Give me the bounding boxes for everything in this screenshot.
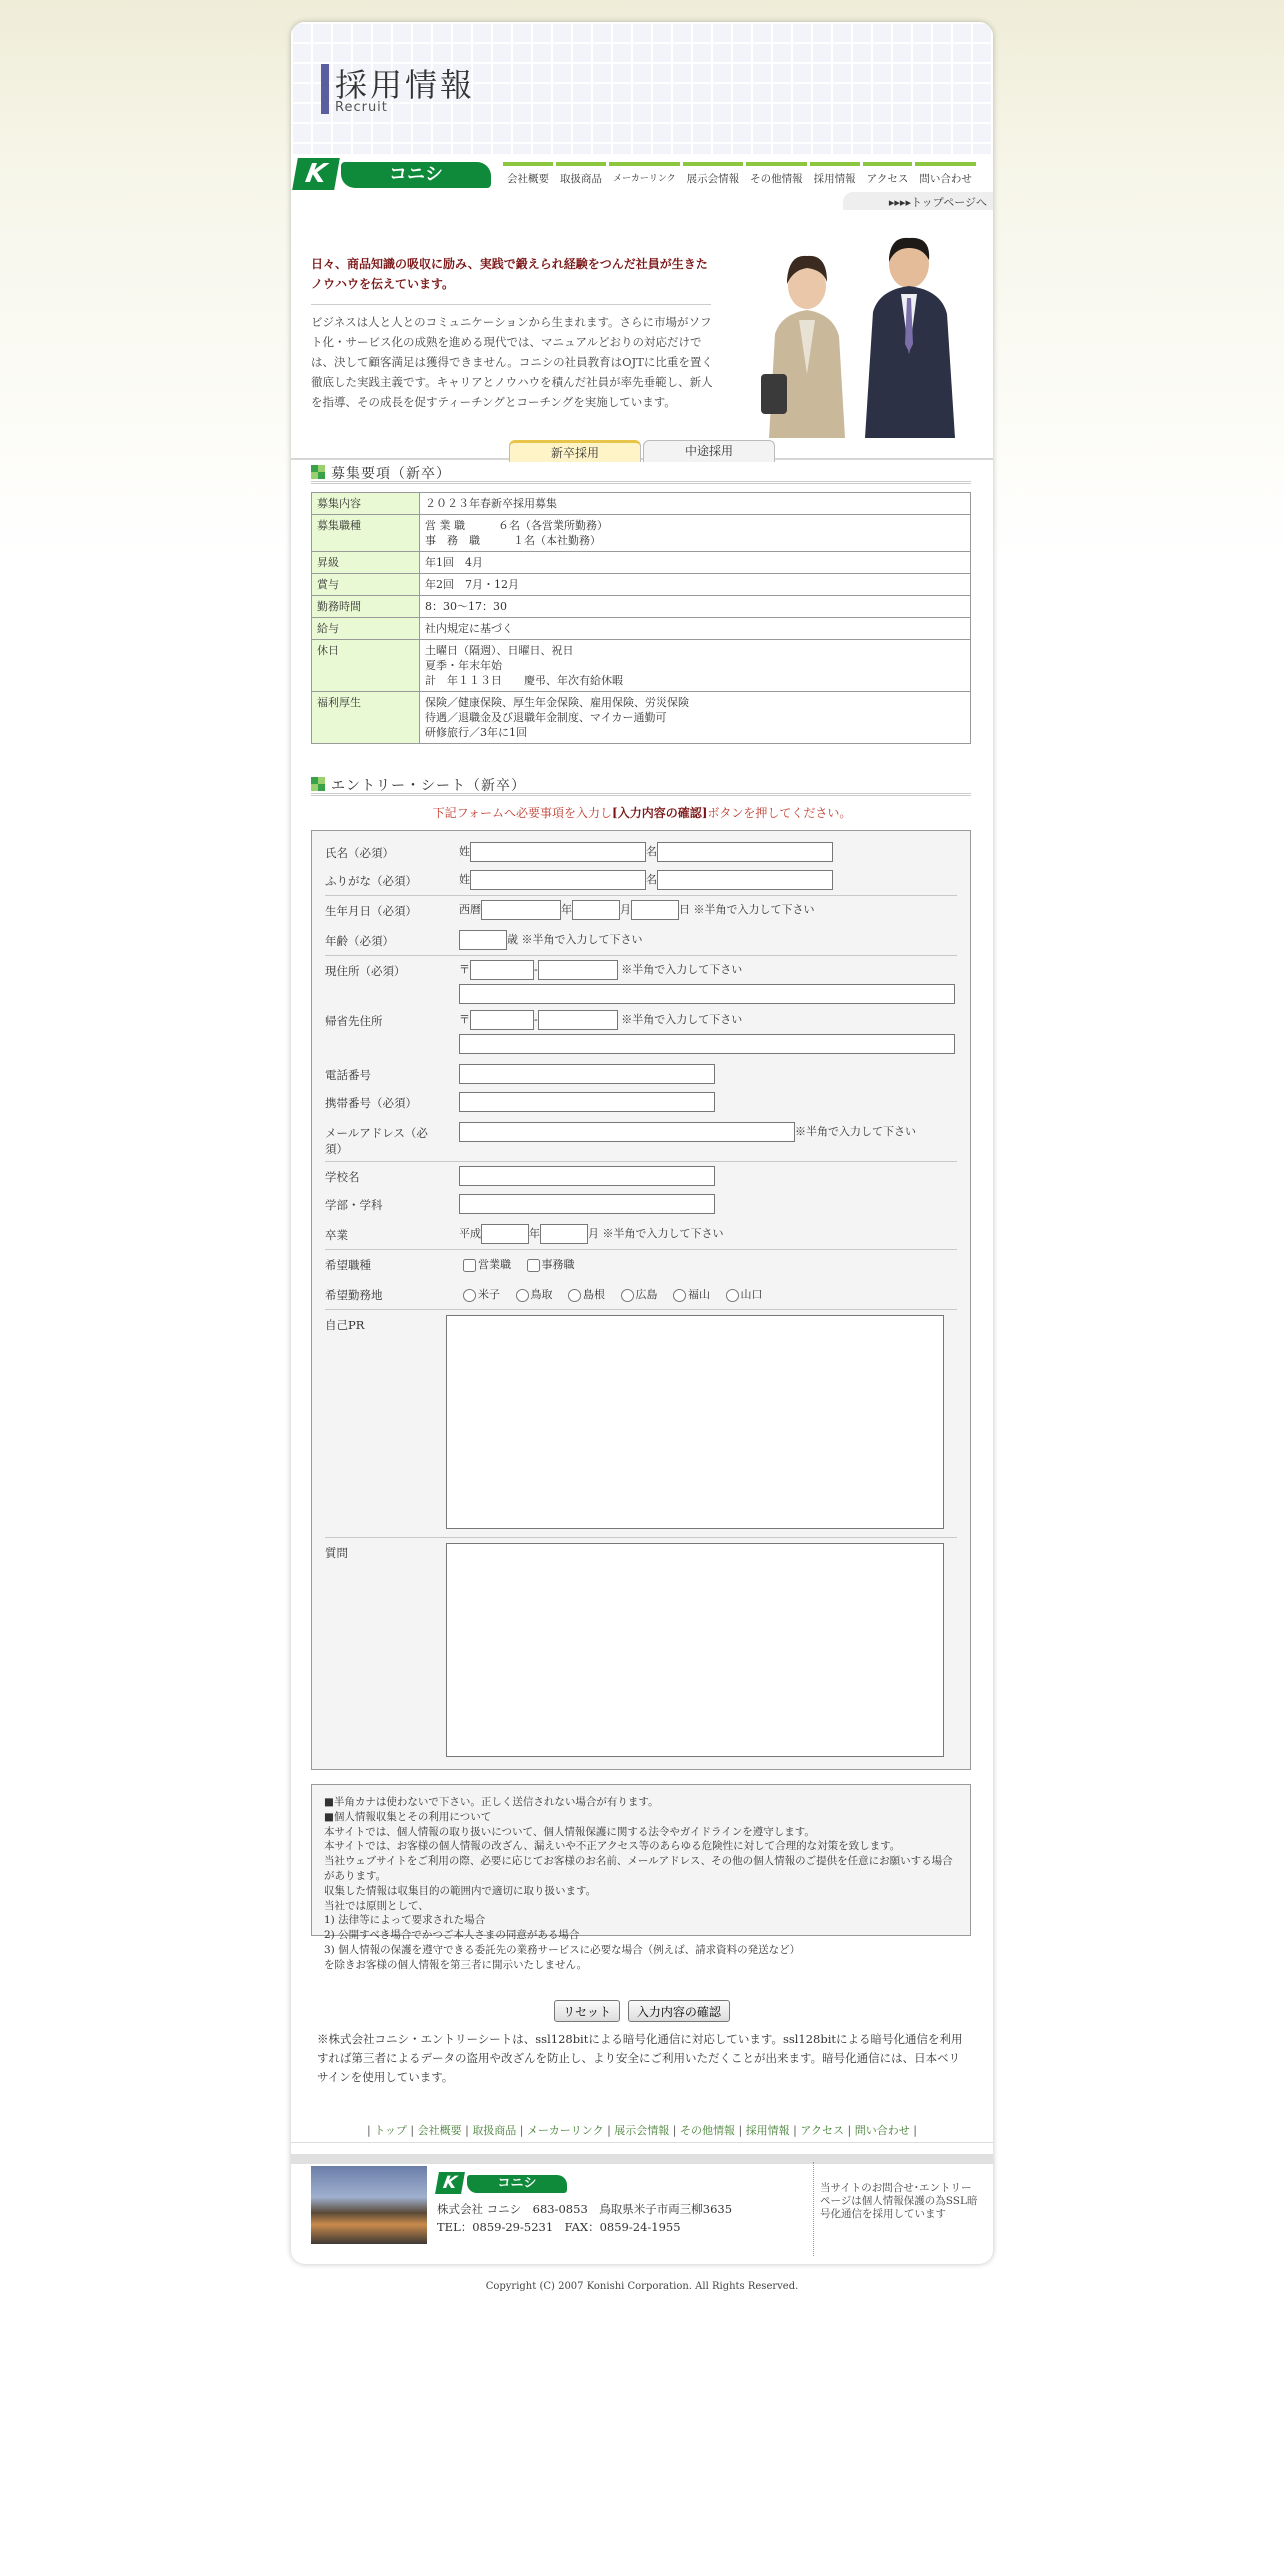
row-label: 福利厚生 [312, 692, 420, 744]
first-name-input[interactable] [657, 842, 833, 862]
field-label: 帰省先住所 [325, 1014, 383, 1028]
notice-emphasis: [入力内容の確認] [612, 806, 708, 820]
nav-maker-link[interactable]: メーカーリンク [609, 162, 680, 184]
hankaku-note: ※半角で入力して下さい [621, 963, 743, 976]
footer-link-products[interactable]: 取扱商品 [472, 2124, 517, 2137]
nav-exhibition[interactable]: 展示会情報 [683, 162, 744, 184]
row-value: 保険／健康保険、厚生年金保険、雇用保険、労災保険 待遇／退職金及び退職年金制度、マイカー通勤可 研修旅行／3年に1回 [420, 692, 971, 744]
first-name-kana-input[interactable] [657, 870, 833, 890]
location-option-label[interactable]: 広島 [635, 1288, 658, 1301]
company-address [437, 2200, 732, 2236]
location-option-label[interactable]: 鳥取 [530, 1288, 553, 1301]
field-label: 電話番号 [325, 1068, 371, 1082]
graduation-year-input[interactable] [481, 1224, 529, 1244]
nav-contact[interactable]: 問い合わせ [915, 162, 976, 184]
month-unit: 月 [620, 903, 631, 916]
form-divider [325, 1309, 957, 1310]
home-postal-2-input[interactable] [538, 1010, 618, 1030]
page-container [291, 22, 993, 2264]
hankaku-note: ※半角で入力して下さい [521, 933, 643, 946]
row-value: 営 業 職 ６名（各営業所勤務） 事 務 職 １名（本社勤務） [420, 515, 971, 552]
field-label: 質問 [325, 1546, 348, 1560]
location-radio[interactable] [673, 1289, 686, 1302]
question-textarea[interactable] [446, 1543, 944, 1757]
title-accent-bar [321, 64, 329, 114]
day-unit: 日 [679, 903, 690, 916]
tab-mid-career[interactable]: 中途採用 [643, 440, 775, 462]
nav-company[interactable]: 会社概要 [503, 162, 553, 184]
location-option-label[interactable]: 山口 [740, 1288, 763, 1301]
confirm-button[interactable]: 入力内容の確認 [628, 2000, 730, 2022]
field-label: 学部・学科 [325, 1198, 383, 1212]
birth-day-input[interactable] [631, 900, 679, 920]
mei-label: 名 [646, 873, 657, 886]
row-value: 土曜日（隔週）、日曜日、祝日 夏季・年末年始 計 年１１３日 慶弔、年次有給休暇 [420, 640, 971, 692]
row-label: 休日 [312, 640, 420, 692]
tel-fax-line: TEL：0859-29-5231 FAX：0859-24-1955 [437, 2220, 681, 2234]
section-square-icon [311, 777, 325, 791]
table-row [312, 574, 971, 596]
sei-label: 姓 [459, 873, 470, 886]
top-page-link[interactable]: ▸▸▸▸トップページへ [888, 196, 987, 209]
row-value: 社内規定に基づく [420, 618, 971, 640]
page-subtitle: Recruit [335, 100, 388, 115]
hankaku-note: ※半角で入力して下さい [795, 1125, 916, 1138]
row-label: 賞与 [312, 574, 420, 596]
phone-input[interactable] [459, 1064, 715, 1084]
recruit-tabs [291, 438, 993, 460]
postal-code-2-input[interactable] [538, 960, 618, 980]
logo-mark[interactable]: K [292, 158, 340, 190]
entry-heading [311, 774, 971, 796]
intro-section [291, 212, 993, 438]
footer-link-company[interactable]: 会社概要 [417, 2124, 462, 2137]
hankaku-note: ※半角で入力して下さい [693, 903, 815, 916]
section-square-icon [311, 465, 325, 479]
field-label: 卒業 [325, 1228, 348, 1242]
postal-dash: - [534, 963, 538, 976]
form-buttons [291, 2000, 993, 2022]
intro-divider [311, 304, 711, 305]
form-divider [325, 955, 957, 956]
row-value: 年2回 7月・12月 [420, 574, 971, 596]
row-label: 昇級 [312, 552, 420, 574]
location-option-label[interactable]: 島根 [583, 1288, 605, 1301]
location-radio[interactable] [463, 1289, 476, 1302]
footer-link-top[interactable]: トップ [374, 2124, 407, 2137]
footer-link-contact[interactable]: 問い合わせ [854, 2124, 910, 2137]
sei-label: 姓 [459, 845, 470, 858]
footer-logo-wordmark: コニシ [467, 2175, 567, 2193]
nav-row [291, 154, 993, 192]
entry-form [311, 830, 971, 1770]
location-radio[interactable] [621, 1289, 634, 1302]
birth-year-input[interactable] [481, 900, 561, 920]
global-nav [503, 162, 976, 184]
month-unit: 月 [588, 1227, 599, 1240]
footer-divider [291, 2142, 993, 2143]
form-divider [325, 895, 957, 896]
school-input[interactable] [459, 1166, 715, 1186]
location-option-label[interactable]: 福山 [688, 1288, 710, 1301]
self-pr-textarea[interactable] [446, 1315, 944, 1529]
row-value: 年1回 4月 [420, 552, 971, 574]
entry-title: エントリー・シート（新卒） [331, 778, 526, 794]
notice-text: ボタンを押してください。 [707, 806, 852, 820]
postal-mark: 〒 [459, 963, 470, 976]
mei-label: 名 [646, 845, 657, 858]
table-row [312, 692, 971, 744]
table-row [312, 596, 971, 618]
field-label: 年齢（必須） [325, 934, 394, 948]
row-label: 給与 [312, 618, 420, 640]
ssl-side-note: 当サイトのお問合せ･エントリーページは個人情報保護の為SSL暗号化通信を採用しています [813, 2162, 981, 2256]
field-label: メールアドレス（必須） [325, 1126, 428, 1156]
postal-dash: - [534, 1013, 538, 1026]
row-label: 募集内容 [312, 493, 420, 515]
email-input[interactable] [459, 1122, 795, 1142]
table-row [312, 493, 971, 515]
ssl-note: ※株式会社コニシ・エントリーシートは、ssl128bitによる暗号化通信に対応しています。ssl128bitによる暗号化通信を利用すれば第三者によるデータの盗用や改ざんを防止し、より安全にご利用いただくことが出来ます。暗号化通信には、日本ベリサインを使用しています。 [317, 2032, 963, 2084]
row-value: ２０２３年春新卒採用募集 [420, 493, 971, 515]
location-option-label[interactable]: 米子 [478, 1288, 500, 1301]
intro-body: ビジネスは人と人とのコミュニケーションから生まれます。さらに市場がソフト化・サービス化の成熟を進める現代では、マニュアルどおりの対応だけでは、決して顧客満足は獲得できません。コニシの社員教育はOJTに比重を置く徹底した実践主義です。キャリアとノウハウを積んだ社員が率先垂範し、新人を指導、その成長を促すティーチングとコーチングを実施しています。 [311, 315, 713, 409]
location-radio[interactable] [568, 1289, 581, 1302]
field-label: 氏名（必須） [325, 846, 394, 860]
toplink-row [291, 192, 993, 212]
field-label: 現住所（必須） [325, 964, 406, 978]
footer-link-recruit[interactable]: 採用情報 [745, 2124, 790, 2137]
field-label: 希望職種 [325, 1258, 371, 1272]
last-name-kana-input[interactable] [470, 870, 646, 890]
reset-button[interactable]: リセット [554, 2000, 620, 2022]
page-header [291, 22, 993, 154]
faculty-input[interactable] [459, 1194, 715, 1214]
table-row [312, 552, 971, 574]
intro-lead: 日々、商品知識の吸収に励み、実践で鍛えられ経験をつんだ社員が生きたノウハウを伝えています。 [311, 257, 708, 291]
nav-products[interactable]: 取扱商品 [556, 162, 606, 184]
footer-link-exhibition[interactable]: 展示会情報 [614, 2124, 670, 2137]
table-row [312, 640, 971, 692]
footer-nav: | トップ | 会社概要 | 取扱商品 | メーカーリンク | 展示会情報 | その他情報 | 採用情報 | アクセス | 問い合わせ | [367, 2124, 917, 2137]
notice-text: 下記フォームへ必要事項を入力し [432, 806, 613, 820]
field-label: ふりがな（必須） [325, 874, 417, 888]
postal-code-1-input[interactable] [470, 960, 534, 980]
job-clerk-checkbox[interactable] [527, 1259, 540, 1272]
job-option-label[interactable]: 営業職 [478, 1258, 511, 1271]
birth-month-input[interactable] [572, 900, 620, 920]
hankaku-note: ※半角で入力して下さい [602, 1227, 724, 1240]
job-sales-checkbox[interactable] [463, 1259, 476, 1272]
requirements-heading [311, 462, 971, 484]
table-row [312, 515, 971, 552]
job-option-label[interactable]: 事務職 [541, 1258, 575, 1271]
nav-recruit[interactable]: 採用情報 [810, 162, 860, 184]
home-postal-1-input[interactable] [470, 1010, 534, 1030]
row-label: 募集職種 [312, 515, 420, 552]
footer-link-maker[interactable]: メーカーリンク [527, 2124, 604, 2137]
requirements-table [311, 492, 971, 744]
home-address-input[interactable] [459, 1034, 955, 1054]
nav-access[interactable]: アクセス [863, 162, 913, 184]
year-unit: 年 [529, 1227, 540, 1240]
footer-logo-mark: K [435, 2172, 465, 2194]
store-photo [311, 2166, 427, 2244]
field-label: 携帯番号（必須） [325, 1096, 417, 1110]
postal-mark: 〒 [459, 1013, 470, 1026]
requirements-title: 募集要項（新卒） [331, 466, 451, 482]
form-divider [325, 1537, 957, 1538]
field-label: 学校名 [325, 1170, 360, 1184]
footer-link-other[interactable]: その他情報 [679, 2124, 735, 2137]
hankaku-note: ※半角で入力して下さい [621, 1013, 743, 1026]
page-title: 採用情報 [335, 66, 476, 104]
form-divider [325, 1161, 957, 1162]
nav-other[interactable]: その他情報 [746, 162, 807, 184]
mobile-input[interactable] [459, 1092, 715, 1112]
company-line: 株式会社 コニシ 683-0853 鳥取県米子市両三柳3635 [437, 2202, 733, 2216]
staff-photo [719, 224, 985, 438]
table-row [312, 618, 971, 640]
field-label: 自己PR [325, 1318, 365, 1332]
privacy-notice: ■半角カナは使わないで下さい。正しく送信されない場合が有ります。 ■個人情報収集とその利用について 本サイトでは、個人情報の取り扱いについて、個人情報保護に関する法令やガイドラインを遵守します。 本サイトでは、お客様の個人情報の改ざん、漏えいや不正アクセス等のあらゆる危険性に対して合理的な対策を致します。 当社ウェブサイトをご利用の際、必要に応じてお客様のお名前、メールアドレス、その他の個人情報のご提供を任意にお願いする場合があります。 収集した情報は収集目的の範囲内で適切に取り扱います。 当社では原則として、 1) 法律等によって要求された場合 2) 公開すべき場合でかつご本人さまの同意がある場合 3) 個人情報の保護を遵守できる委託先の業務サービスに必要な場合（例えば、請求資料の発送など） を除きお客様の個人情報を第三者に開示いたしません。 [311, 1784, 971, 1936]
location-radio[interactable] [516, 1289, 529, 1302]
field-label: 生年月日（必須） [325, 904, 417, 918]
row-value: 8：30～17：30 [420, 596, 971, 618]
address-input[interactable] [459, 984, 955, 1004]
row-label: 勤務時間 [312, 596, 420, 618]
age-unit: 歳 [507, 933, 518, 946]
age-input[interactable] [459, 930, 507, 950]
year-unit: 年 [561, 903, 572, 916]
tab-new-graduate[interactable]: 新卒採用 [509, 440, 641, 462]
graduation-month-input[interactable] [540, 1224, 588, 1244]
field-label: 希望勤務地 [325, 1288, 383, 1302]
heisei-label: 平成 [459, 1227, 481, 1240]
entry-instructions [291, 804, 993, 821]
seireki-label: 西暦 [459, 903, 481, 916]
footer-link-access[interactable]: アクセス [800, 2124, 845, 2137]
copyright: Copyright (C) 2007 Konishi Corporation. All Rights Reserved. [485, 2281, 799, 2292]
last-name-input[interactable] [470, 842, 646, 862]
form-divider [325, 1249, 957, 1250]
logo-wordmark[interactable]: コニシ [341, 162, 491, 188]
location-radio[interactable] [726, 1289, 739, 1302]
